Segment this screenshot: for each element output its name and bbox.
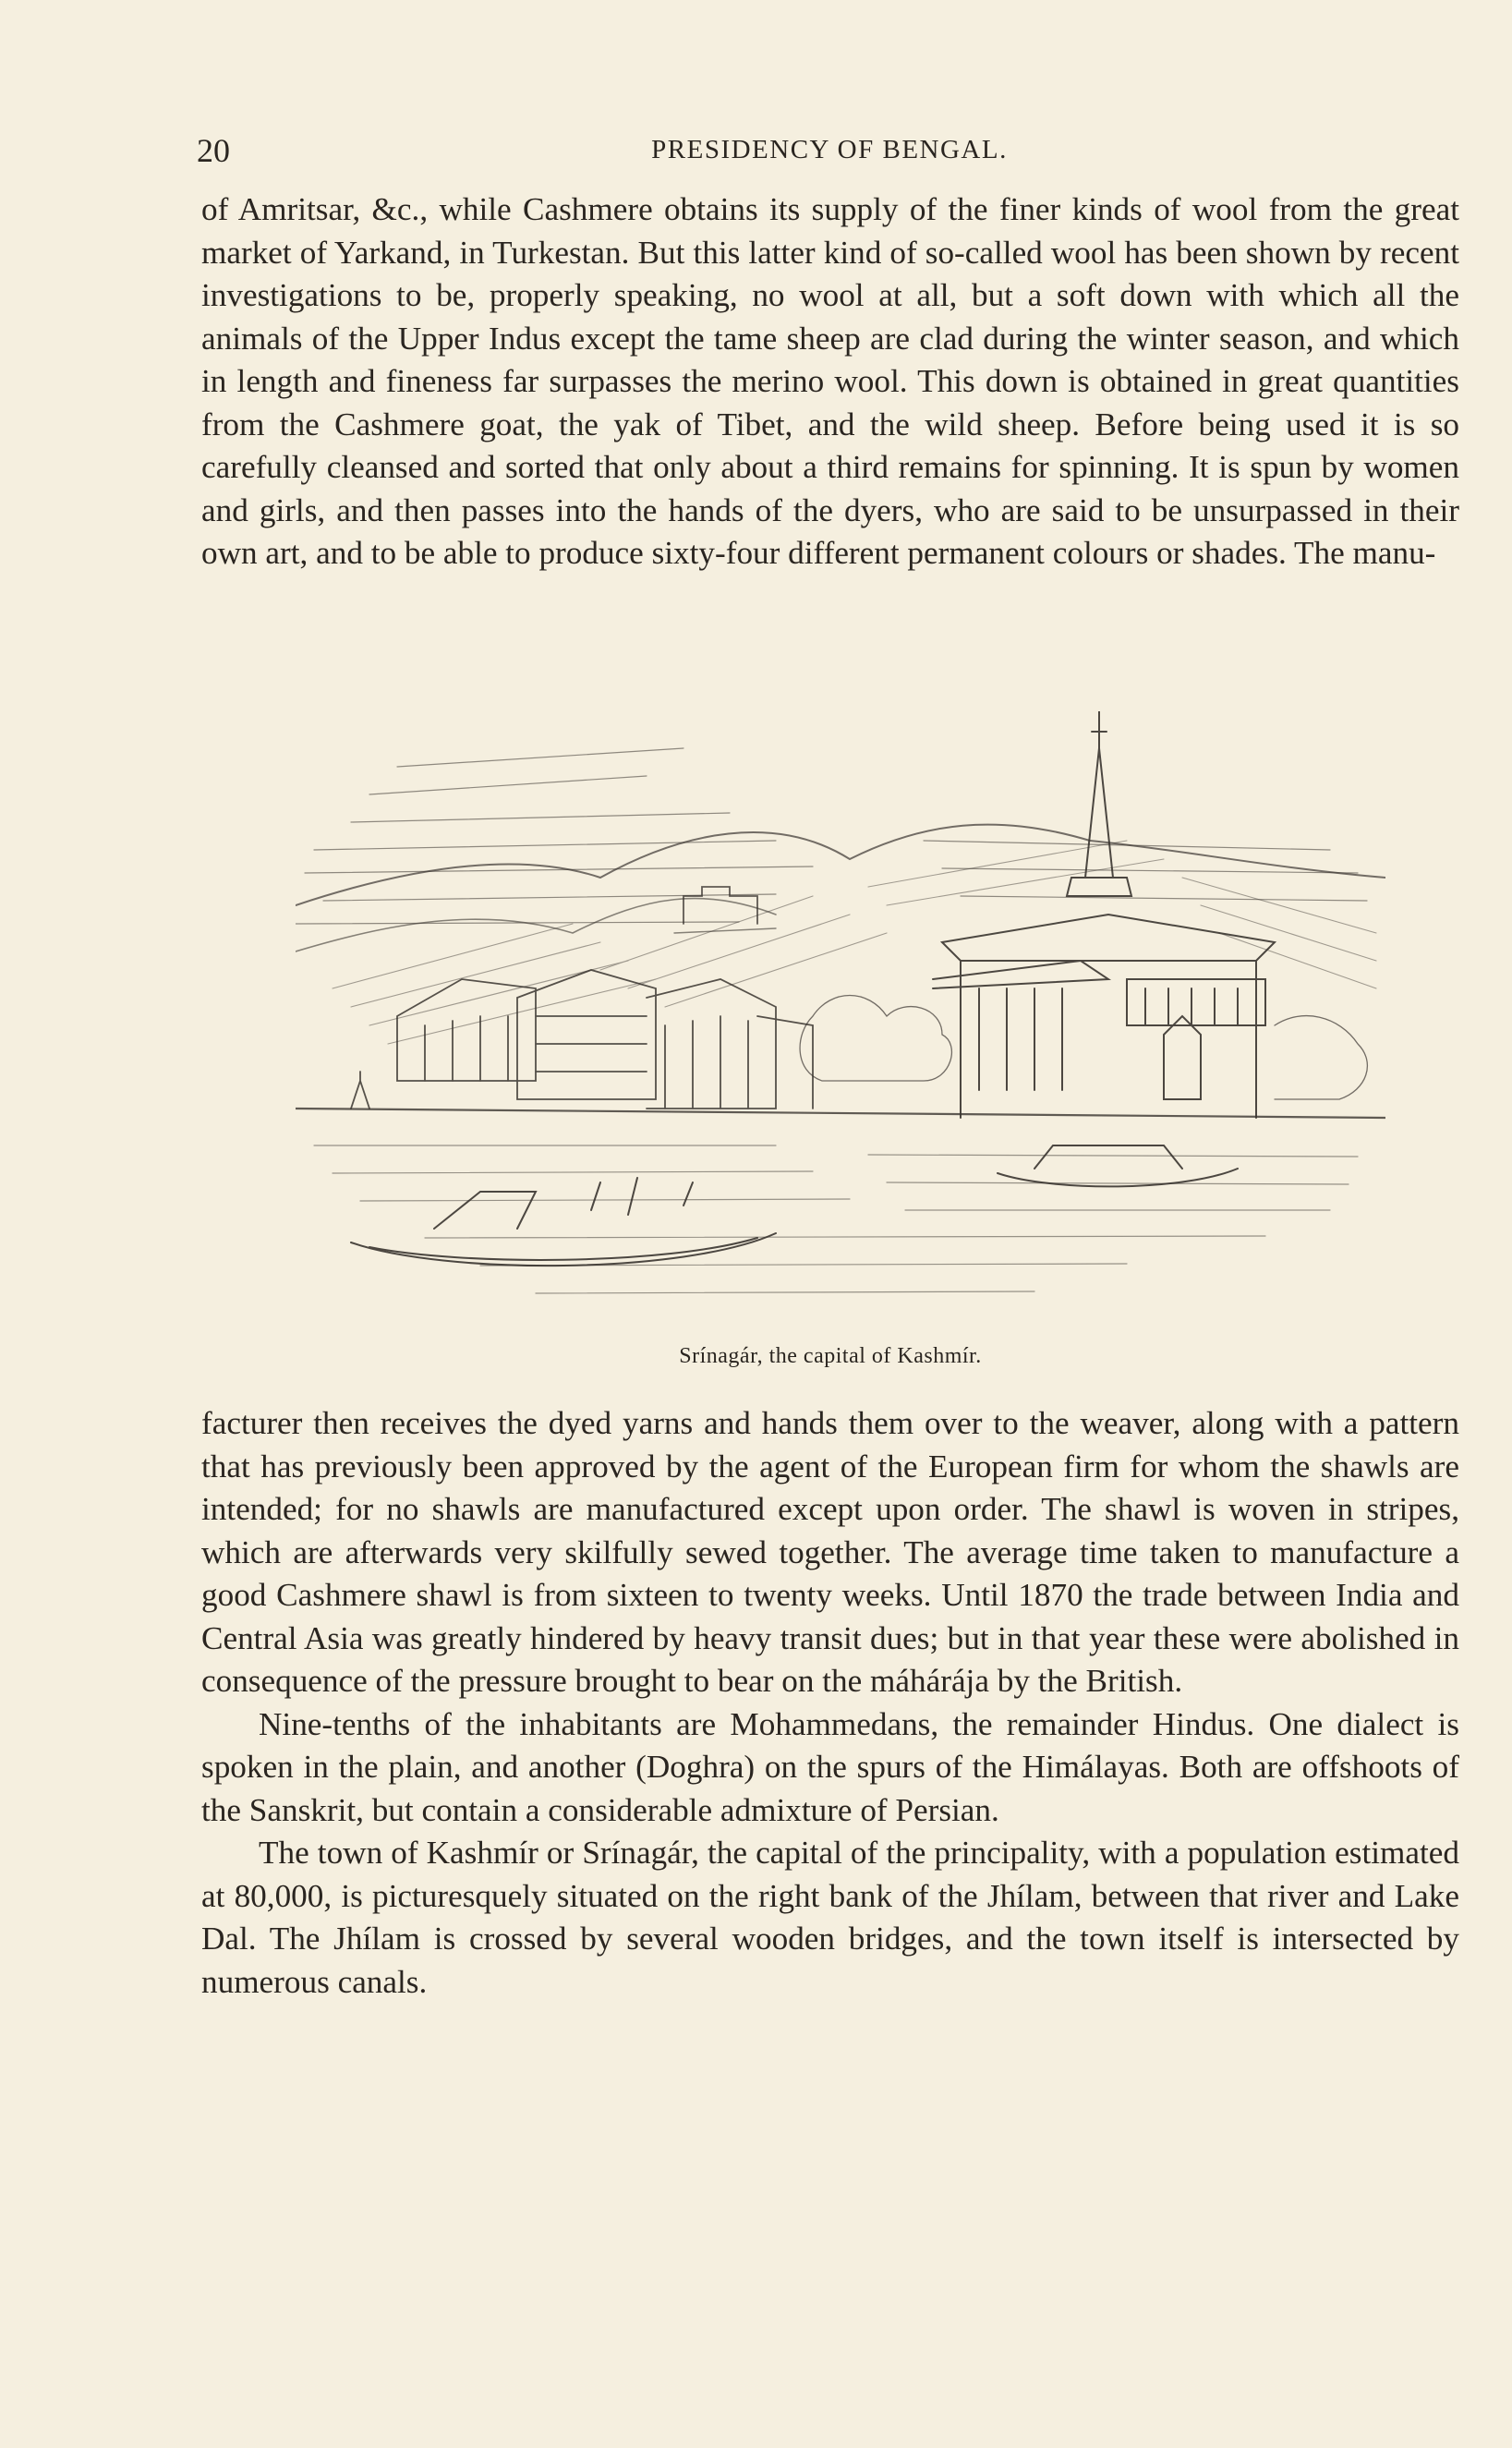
paragraph-continuation: of Amritsar, &c., while Cashmere obtains its supply of the finer kinds of wool from the great market of Yarkand, in Turkestan. But this latter kind of so-called wool has been shown by recent investigations to be, properly speaking, no wool at all, but a soft down with which all the animals of the Upper Indus except the tame sheep are clad during the winter season, and which in length and fineness far surpasses the merino wool. This down is obtained in great quantities from the Cashmere goat, the yak of Tibet, and the wild sheep. Before being used it is so carefully cleansed and sorted that only about a third remains for spinning. It is spun by women and girls, and then passes into the hands of the dyers, who are said to be unsurpassed in their own art, and to be able to produce sixty-four different permanent colours or shades. The manu- [201,191,1459,571]
paragraph-inhabitants: Nine-tenths of the inhabitants are Mohammedans, the remainder Hindus. One dialect is spoken in the plain, and another (Doghra) on the spurs of the Himálayas. Both are offshoots of the Sanskrit, but contain a considerable admixture of Persian. [201,1705,1459,1828]
srinagar-engraving [296,711,1385,1339]
text-block-bottom [201,1402,1459,2004]
figure-caption: Srínagár, the capital of Kashmír. [679,1344,982,1368]
page-number: 20 [197,132,230,169]
text-block-top [201,188,1459,576]
paragraph-town: The town of Kashmír or Srínagár, the capital of the principality, with a population estimated at 80,000, is picturesquely situated on the right bank of the Jhílam, between that river and Lake Dal. The Jhílam is crossed by several wooden bridges, and the town itself is intersected by numerous canals. [201,1835,1459,2000]
page-header [197,131,1462,176]
paragraph-after-figure: facturer then receives the dyed yarns and hands them over to the weaver, along with a pattern that has previously been approved by the agent of the European firm for whom the shawls are intended; for no shawls are manufactured except upon order. The shawl is woven in stripes, which are afterwards very skilfully sewed together. The average time taken to manufacture a good Cashmere shawl is from sixteen to twenty weeks. Until 1870 the trade between India and Central Asia was greatly hindered by heavy transit dues; but in that year these were abolished in consequence of the pressure brought to bear on the máhárája by the British. [201,1405,1459,1699]
running-head: PRESIDENCY OF BENGAL. [651,135,1008,164]
